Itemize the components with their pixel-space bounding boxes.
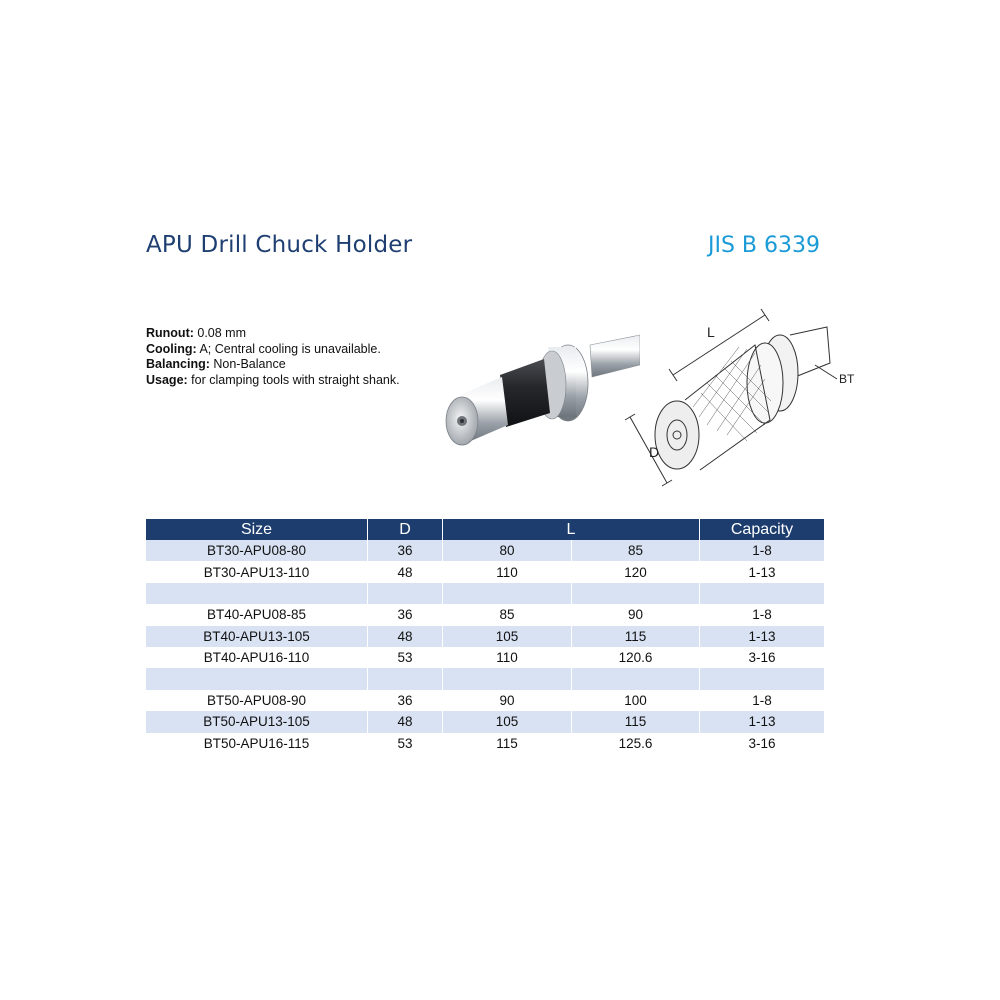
table-header-row <box>146 519 824 540</box>
header-capacity: Capacity <box>699 519 824 540</box>
cell-capacity: 1-13 <box>699 711 824 732</box>
table-row <box>146 647 824 668</box>
cell-d: 48 <box>367 561 442 582</box>
cell-d: 48 <box>367 711 442 732</box>
cell-capacity: 1-8 <box>699 690 824 711</box>
table-row <box>146 711 824 732</box>
cell-capacity: 3-16 <box>699 647 824 668</box>
spec-label: Usage: <box>146 372 188 387</box>
cell-l2: 120.6 <box>571 647 699 668</box>
cell-l2: 90 <box>571 604 699 625</box>
spec-table <box>146 519 824 754</box>
spec-value: 0.08 mm <box>193 326 247 340</box>
table-row <box>146 540 824 561</box>
table-row <box>146 733 824 754</box>
cell-l2: 85 <box>571 540 699 561</box>
cell-l2: 115 <box>571 626 699 647</box>
cell-capacity: 1-13 <box>699 561 824 582</box>
spec-label: Balancing: <box>146 357 210 371</box>
cell-size: BT50-APU08-90 <box>146 690 367 711</box>
table-spacer-row <box>146 583 824 604</box>
cell-l1: 110 <box>442 647 571 668</box>
cell-l1: 85 <box>442 604 571 625</box>
table-row <box>146 690 824 711</box>
cell-l1: 110 <box>442 561 571 582</box>
cell-size: BT40-APU08-85 <box>146 604 367 625</box>
spec-balancing <box>146 357 416 373</box>
dimension-label-l: L <box>707 324 715 340</box>
cell-capacity: 1-8 <box>699 540 824 561</box>
cell-l2: 100 <box>571 690 699 711</box>
table-row <box>146 604 824 625</box>
table-row <box>146 561 824 582</box>
cell-size: BT40-APU16-110 <box>146 647 367 668</box>
cell-size: BT30-APU13-110 <box>146 561 367 582</box>
product-photo <box>440 325 640 455</box>
table-row <box>146 626 824 647</box>
cell-l2: 125.6 <box>571 733 699 754</box>
cell-size: BT30-APU08-80 <box>146 540 367 561</box>
spec-label: Cooling: <box>146 341 197 356</box>
spec-value: Non-Balance <box>209 357 286 371</box>
header-d: D <box>367 519 442 540</box>
standard-label: JIS B 6339 <box>707 233 820 258</box>
cell-size: BT50-APU16-115 <box>146 733 367 754</box>
header-size: Size <box>146 519 367 540</box>
cell-l1: 105 <box>442 626 571 647</box>
spec-value: A; Central cooling is unavailable. <box>196 341 381 356</box>
cell-d: 53 <box>367 647 442 668</box>
cell-d: 48 <box>367 626 442 647</box>
spec-usage <box>146 373 416 389</box>
cell-capacity: 1-8 <box>699 604 824 625</box>
cell-d: 36 <box>367 540 442 561</box>
cell-d: 36 <box>367 690 442 711</box>
table-spacer-row <box>146 668 824 689</box>
technical-drawing <box>615 305 865 490</box>
cell-d: 53 <box>367 733 442 754</box>
bt-label: BT <box>839 372 855 386</box>
cell-capacity: 1-13 <box>699 626 824 647</box>
cell-l1: 115 <box>442 733 571 754</box>
spec-runout <box>146 326 416 342</box>
cell-l2: 120 <box>571 561 699 582</box>
header-l: L <box>442 519 699 540</box>
spec-list <box>146 326 416 388</box>
spec-cooling <box>146 342 416 358</box>
spec-label: Runout: <box>146 326 194 340</box>
spec-value: for clamping tools with straight shank. <box>187 372 400 387</box>
cell-size: BT50-APU13-105 <box>146 711 367 732</box>
page-title: APU Drill Chuck Holder <box>146 232 413 258</box>
cell-capacity: 3-16 <box>699 733 824 754</box>
cell-d: 36 <box>367 604 442 625</box>
cell-l1: 80 <box>442 540 571 561</box>
cell-size: BT40-APU13-105 <box>146 626 367 647</box>
dimension-label-d: D <box>649 444 660 460</box>
cell-l1: 90 <box>442 690 571 711</box>
cell-l2: 115 <box>571 711 699 732</box>
cell-l1: 105 <box>442 711 571 732</box>
